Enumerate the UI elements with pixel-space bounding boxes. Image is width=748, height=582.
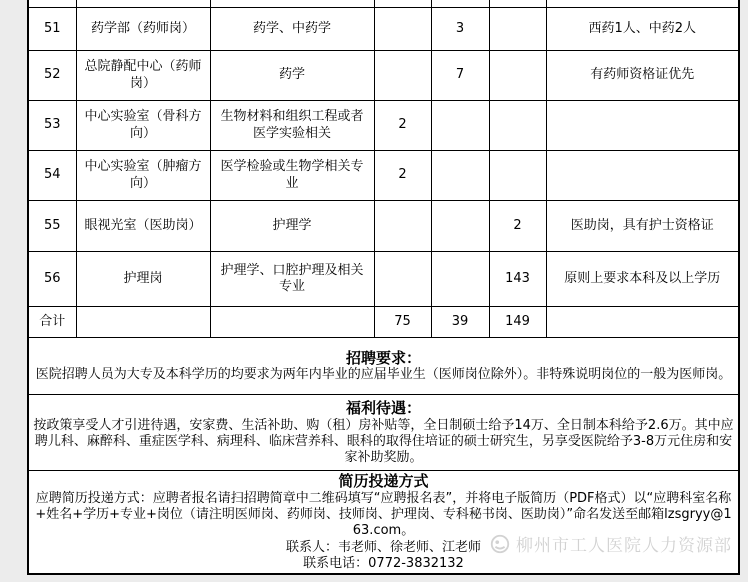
cell-count-3: 143 <box>489 252 546 307</box>
table-row <box>28 201 739 252</box>
cell-count-2: 3 <box>431 8 489 51</box>
table-row <box>28 101 739 151</box>
cell-count-1 <box>374 51 431 101</box>
cell-count-3 <box>489 101 546 151</box>
section-requirements <box>28 338 739 395</box>
hospital-logo-icon <box>489 533 511 555</box>
cell-no: 52 <box>28 51 76 101</box>
cell-dept: 护理岗 <box>76 252 210 307</box>
requirements-title: 招聘要求： <box>345 348 421 367</box>
submission-body: 应聘简历投递方式：应聘者报名请扫招聘简章中二维码填写“应聘报名表”，并将电子版简历（PDF格式）以“应聘科室名称+姓名+学历+专业+岗位（请注明医师岗、药师岗、技师岗、护理岗、专科秘书岗、医助岗）”命名发送至邮箱lzsgryy@163.com。 <box>35 490 732 539</box>
section-row-benefits <box>28 395 739 471</box>
cell-major: 护理学、口腔护理及相关专业 <box>210 252 374 307</box>
table-row <box>28 151 739 201</box>
watermark-text: 柳州市工人医院人力资源部 <box>516 536 732 556</box>
cell-count-1: 2 <box>374 101 431 151</box>
cell-empty <box>28 0 76 8</box>
cell-note <box>546 101 739 151</box>
cell-count-2 <box>431 101 489 151</box>
cell-dept <box>76 307 210 338</box>
table-row <box>28 8 739 51</box>
cell-major: 药学、中药学 <box>210 8 374 51</box>
section-submission <box>28 471 739 575</box>
section-row-submission <box>28 471 739 575</box>
cell-count-2: 39 <box>431 307 489 338</box>
table-row <box>28 51 739 101</box>
contact-phone: 联系电话：0772-3832132 <box>303 555 464 571</box>
recruitment-table <box>27 0 740 575</box>
cell-note <box>546 307 739 338</box>
cell-count-1: 75 <box>374 307 431 338</box>
cell-major: 生物材料和组织工程或者医学实验相关 <box>210 101 374 151</box>
cell-major: 医学检验或生物学相关专业 <box>210 151 374 201</box>
cell-count-2: 7 <box>431 51 489 101</box>
cell-count-1 <box>374 252 431 307</box>
table-row-total <box>28 307 739 338</box>
requirements-body: 医院招聘人员为大专及本科学历的均要求为两年内毕业的应届毕业生（医师岗位除外）。非特殊说明岗位的一般为医师岗。 <box>35 367 732 383</box>
cell-note: 医助岗，具有护士资格证 <box>546 201 739 252</box>
cell-count-1 <box>374 201 431 252</box>
cell-count-2 <box>431 151 489 201</box>
cell-major: 护理学 <box>210 201 374 252</box>
cell-count-2 <box>431 201 489 252</box>
cell-count-3 <box>489 151 546 201</box>
cell-no: 56 <box>28 252 76 307</box>
cell-empty <box>210 0 374 8</box>
cell-no: 51 <box>28 8 76 51</box>
cell-note: 原则上要求本科及以上学历 <box>546 252 739 307</box>
cell-count-1: 2 <box>374 151 431 201</box>
cell-count-1 <box>374 8 431 51</box>
cell-count-3: 2 <box>489 201 546 252</box>
cell-dept: 中心实验室（肿瘤方向） <box>76 151 210 201</box>
cell-count-3 <box>489 8 546 51</box>
benefits-title: 福利待遇： <box>345 398 421 417</box>
cell-note: 西药1人、中药2人 <box>546 8 739 51</box>
cell-empty <box>374 0 431 8</box>
contact-persons: 联系人：韦老师、徐老师、江老师 <box>285 539 481 555</box>
section-benefits <box>28 395 739 471</box>
table-row <box>28 252 739 307</box>
cell-major: 药学 <box>210 51 374 101</box>
submission-title: 简历投递方式 <box>338 472 429 490</box>
watermark <box>489 531 732 556</box>
cell-dept: 药学部（药师岗） <box>76 8 210 51</box>
cell-no: 53 <box>28 101 76 151</box>
cell-count-3: 149 <box>489 307 546 338</box>
cell-major <box>210 307 374 338</box>
cell-no: 55 <box>28 201 76 252</box>
clipped-row <box>28 0 739 8</box>
benefits-body: 按政策享受人才引进待遇，安家费、生活补助、购（租）房补贴等，全日制硕士给予14万、全日制本科给予2.6万。其中应聘儿科、麻醉科、重症医学科、病理科、临床营养科、眼科的取得住培证的硕士研究生，另享受医院给予3-8万元住房和安家补助奖励。 <box>33 417 734 465</box>
cell-empty <box>489 0 546 8</box>
cell-dept: 总院静配中心（药师岗） <box>76 51 210 101</box>
recruitment-notice <box>27 0 740 575</box>
cell-no: 54 <box>28 151 76 201</box>
section-row-requirements <box>28 338 739 395</box>
cell-count-3 <box>489 51 546 101</box>
cell-note: 有药师资格证优先 <box>546 51 739 101</box>
cell-no: 合计 <box>28 307 76 338</box>
cell-empty <box>431 0 489 8</box>
cell-empty <box>546 0 739 8</box>
cell-count-2 <box>431 252 489 307</box>
cell-note <box>546 151 739 201</box>
cell-dept: 眼视光室（医助岗） <box>76 201 210 252</box>
cell-dept: 中心实验室（骨科方向） <box>76 101 210 151</box>
cell-empty <box>76 0 210 8</box>
